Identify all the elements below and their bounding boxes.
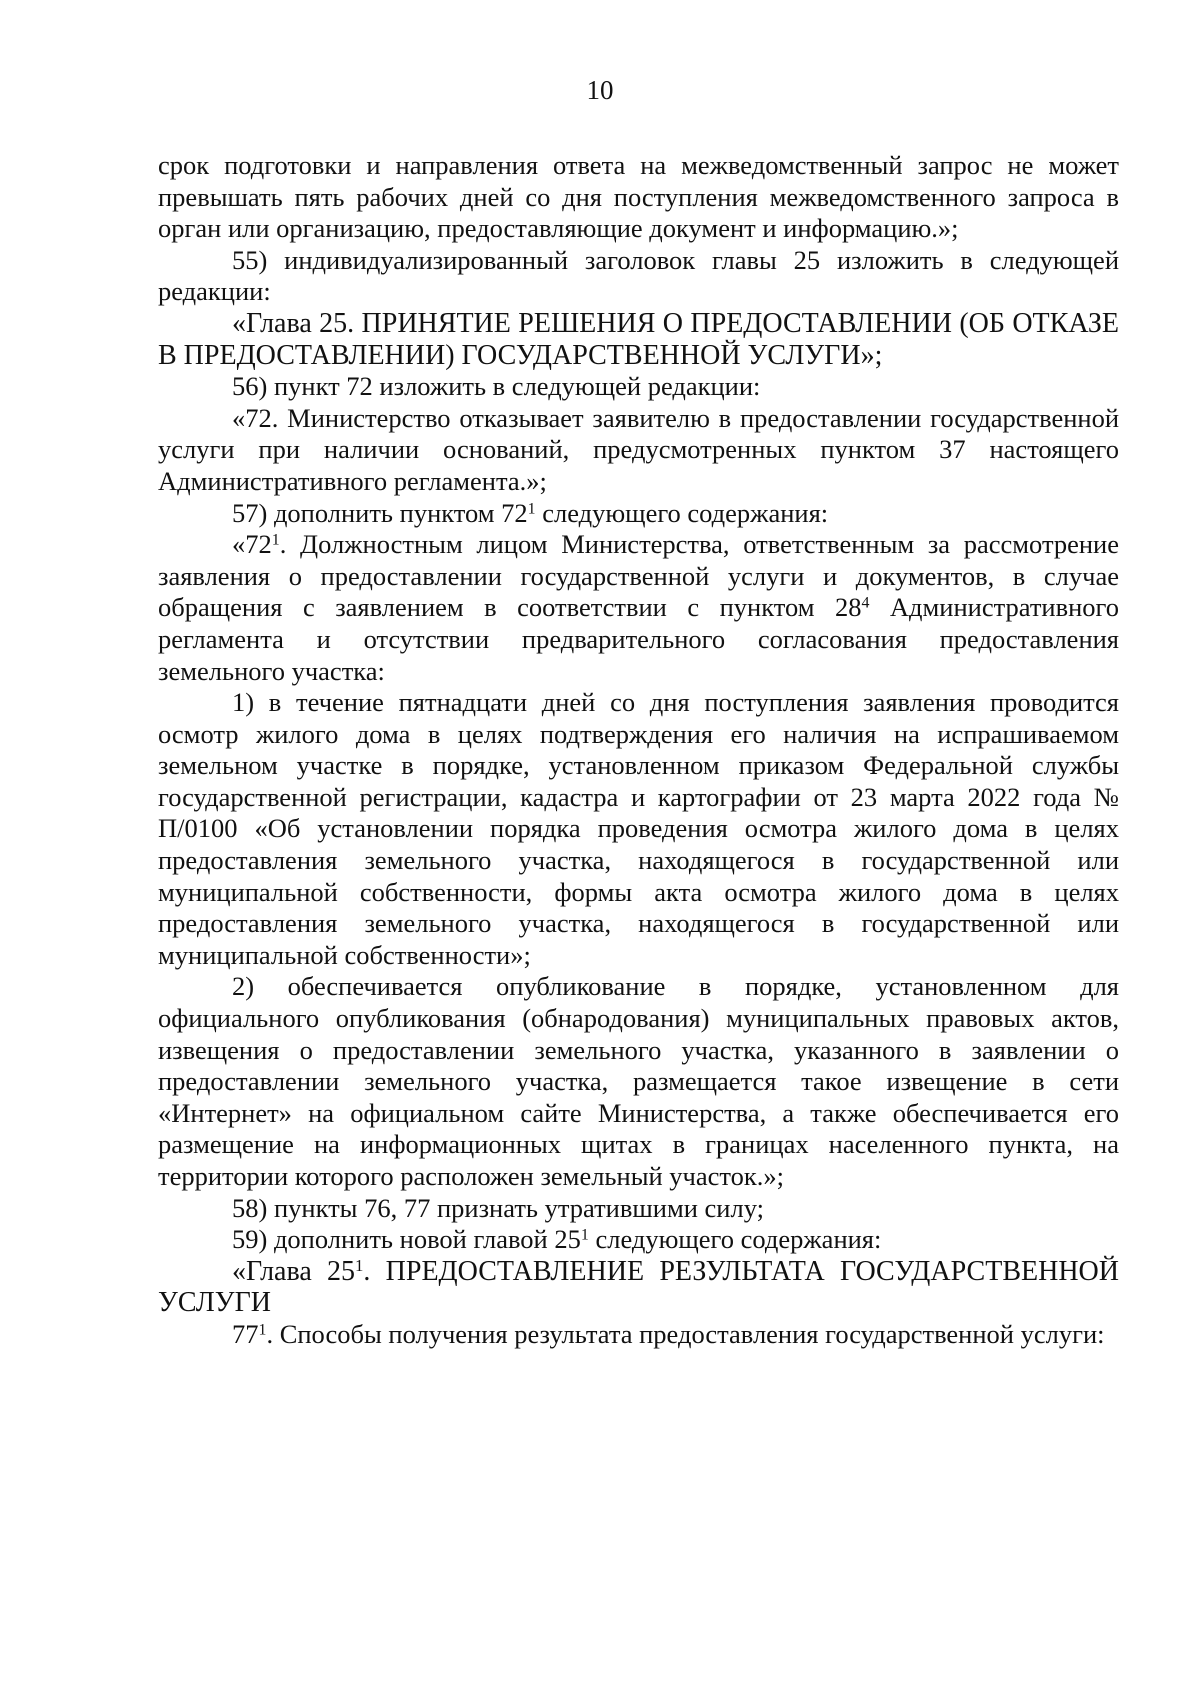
paragraph-subitem-1: 1) в течение пятнадцати дней со дня поступления заявления проводится осмотр жилого дома в целях подтверждения его наличия на испрашиваемом земельном участке в порядке, установленном приказом Федеральной службы государственной регистрации, кадастра и картографии от 23 марта 2022 года № П/0100 «Об установлении порядка проведения осмотра жилого дома в целях предоставления земельного участка, находящегося в государственной или муниципальной собственности, формы акта осмотра жилого дома в целях предоставления земельного участка, находящегося в государственной или муниципальной собственности»;: [158, 687, 1119, 970]
document-body: [158, 150, 1119, 1351]
text-fragment: следующего содержания:: [535, 497, 829, 528]
text-fragment: . Способы получения результата предоставления государственной услуги:: [266, 1318, 1105, 1349]
text-fragment: 77: [232, 1318, 259, 1349]
text-fragment: следующего содержания:: [588, 1224, 882, 1255]
paragraph-point-72: «72. Министерство отказывает заявителю в предоставлении государственной услуги при наличии оснований, предусмотренных пунктом 37 настоящего Административного регламента.»;: [158, 402, 1119, 496]
text-fragment: «72: [232, 529, 272, 560]
superscript: 4: [861, 594, 870, 612]
paragraph-subitem-2: 2) обеспечивается опубликование в порядке, установленном для официального опубликования (обнародования) муниципальных правовых актов, извещения о предоставлении земельного участка, указанного в заявлении о предоставлении земельного участка, размещается такое извещение в сети «Интернет» на официальном сайте Министерства, а также обеспечивается его размещение на информационных щитах в границах населенного пункта, на территории которого расположен земельный участок.»;: [158, 971, 1119, 1191]
paragraph-continuation: срок подготовки и направления ответа на межведомственный запрос не может превышать пять рабочих дней со дня поступления межведомственного запроса в орган или организацию, предоставляющие документ и информацию.»;: [158, 150, 1119, 244]
paragraph-point-77-1: [158, 1319, 1119, 1351]
superscript: 1: [527, 499, 536, 517]
chapter-25-heading: «Глава 25. ПРИНЯТИЕ РЕШЕНИЯ О ПРЕДОСТАВЛЕНИИ (ОБ ОТКАЗЕ В ПРЕДОСТАВЛЕНИИ) ГОСУДАРСТВЕННОЙ УСЛУГИ»;: [158, 307, 1119, 371]
superscript: 1: [258, 1321, 267, 1339]
chapter-25-1-heading: [158, 1256, 1119, 1319]
superscript: 1: [271, 531, 280, 549]
paragraph-item-56: 56) пункт 72 изложить в следующей редакции:: [232, 371, 761, 402]
superscript: 1: [355, 1255, 364, 1275]
text-fragment: «Глава 25: [232, 1255, 356, 1287]
text-fragment: . ПРЕДОСТАВЛЕНИЕ РЕЗУЛЬТАТА ГОСУДАРСТВЕННОЙ УСЛУГИ: [158, 1255, 1119, 1319]
page-number: 10: [586, 75, 614, 105]
paragraph-item-57: [158, 498, 1119, 530]
text-fragment: . Должностным лицом Министерства, ответственным за рассмотрение заявления о предоставлении государственной услуги и документов, в случае обращения с заявлением в соответствии с пунктом 28: [158, 529, 1119, 623]
paragraph-item-58: 58) пункты 76, 77 признать утратившими силу;: [232, 1192, 764, 1223]
superscript: 1: [580, 1226, 589, 1244]
paragraph-item-55: 55) индивидуализированный заголовок главы 25 изложить в следующей редакции:: [158, 244, 1119, 307]
text-fragment: Административного регламента и отсутствии предварительного согласования предоставления земельного участка:: [158, 592, 1119, 686]
paragraph-item-59: [158, 1224, 1119, 1256]
text-fragment: 57) дополнить пунктом 72: [232, 497, 528, 528]
text-fragment: 59) дополнить новой главой 25: [232, 1224, 581, 1255]
paragraph-point-72-1: [158, 529, 1119, 687]
